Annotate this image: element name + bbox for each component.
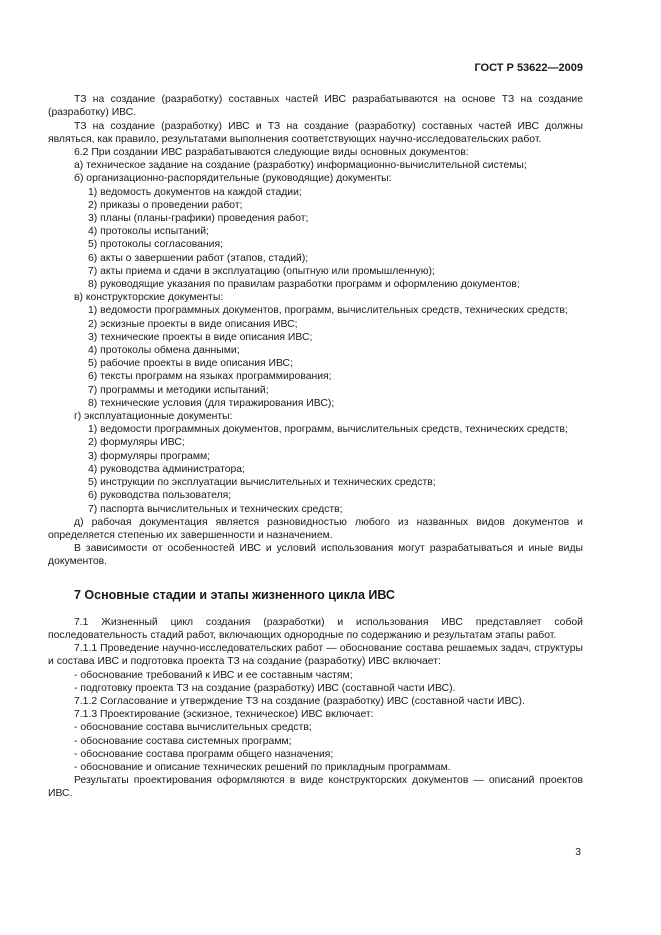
paragraph: Результаты проектирования оформляются в виде конструкторских документов — описаний проектов ИВС. bbox=[48, 775, 583, 800]
list-item: 1) ведомости программных документов, программ, вычислительных средств, технических средств; bbox=[88, 424, 568, 436]
list-item: 7) акты приема и сдачи в эксплуатацию (опытную или промышленную); bbox=[88, 265, 435, 277]
list-item: 3) формуляры программ; bbox=[88, 450, 210, 462]
paragraph: В зависимости от особенностей ИВС и условий использования могут разрабатываться и иные виды документов. bbox=[48, 543, 583, 568]
paragraph: 6.2 При создании ИВС разрабатываются следующие виды основных документов: bbox=[74, 147, 469, 159]
list-item: 4) протоколы испытаний; bbox=[88, 226, 209, 238]
list-item: 4) руководства администратора; bbox=[88, 463, 245, 475]
paragraph: ТЗ на создание (разработку) составных частей ИВС разрабатываются на основе ТЗ на создание (разработку) ИВС. bbox=[48, 94, 583, 119]
list-item: а) техническое задание на создание (разработку) информационно-вычислительной системы; bbox=[74, 160, 527, 172]
list-item: д) рабочая документация является разновидностью любого из названных видов документов и определяется степенью их завершенности и назначением. bbox=[48, 516, 583, 541]
list-item: 7) паспорта вычислительных и технических средств; bbox=[88, 503, 343, 515]
paragraph: 7.1.3 Проектирование (эскизное, техническое) ИВС включает: bbox=[74, 709, 374, 721]
list-item: б) организационно-распорядительные (руководящие) документы: bbox=[74, 173, 392, 185]
list-item: - подготовку проекта ТЗ на создание (разработку) ИВС (составной части ИВС). bbox=[74, 682, 456, 694]
list-item: 4) протоколы обмена данными; bbox=[88, 345, 240, 357]
list-item: 2) эскизные проекты в виде описания ИВС; bbox=[88, 318, 298, 330]
list-item: 8) технические условия (для тиражирования ИВС); bbox=[88, 397, 335, 409]
list-item: - обоснование требований к ИВС и ее составным частям; bbox=[74, 669, 353, 681]
list-item: 6) руководства пользователя; bbox=[88, 490, 232, 502]
list-item: - обоснование состава системных программ; bbox=[74, 735, 292, 747]
list-item: г) эксплуатационные документы: bbox=[74, 411, 233, 423]
standard-header: ГОСТ Р 53622—2009 bbox=[474, 62, 583, 74]
list-item: в) конструкторские документы: bbox=[74, 292, 224, 304]
list-item: 5) рабочие проекты в виде описания ИВС; bbox=[88, 358, 293, 370]
list-item: 3) планы (планы-графики) проведения работ; bbox=[88, 213, 309, 225]
list-item: 1) ведомости программных документов, программ, вычислительных средств, технических средств; bbox=[88, 305, 568, 317]
list-item: 6) тексты программ на языках программирования; bbox=[88, 371, 332, 383]
list-item: - обоснование состава вычислительных средств; bbox=[74, 722, 312, 734]
paragraph: 7.1.1 Проведение научно-исследовательских работ — обоснование состава решаемых задач, структуры и состава ИВС и подготовка проекта ТЗ на создание (разработку) ИВС включает: bbox=[48, 643, 583, 668]
list-item: - обоснование состава программ общего назначения; bbox=[74, 748, 334, 760]
paragraph: ТЗ на создание (разработку) ИВС и ТЗ на создание (разработку) составных частей ИВС должны являться, как правило, результатами выполнения соответствующих научно-исследовательских работ. bbox=[48, 120, 583, 145]
paragraph: 7.1 Жизненный цикл создания (разработки) и использования ИВС представляет собой последовательность стадий работ, включающих однородные по содержанию и результатам этапы работ. bbox=[48, 616, 583, 641]
list-item: 8) руководящие указания по правилам разработки программ и оформлению документов; bbox=[88, 279, 520, 291]
list-item: 3) технические проекты в виде описания ИВС; bbox=[88, 331, 313, 343]
list-item: 5) протоколы согласования; bbox=[88, 239, 223, 251]
section-heading: 7 Основные стадии и этапы жизненного цикла ИВС bbox=[74, 587, 395, 602]
list-item: 6) акты о завершении работ (этапов, стадий); bbox=[88, 252, 309, 264]
list-item: 7) программы и методики испытаний; bbox=[88, 384, 269, 396]
page-number: 3 bbox=[575, 847, 581, 858]
paragraph: 7.1.2 Согласование и утверждение ТЗ на создание (разработку) ИВС (составной части ИВС). bbox=[74, 695, 525, 707]
list-item: 2) формуляры ИВС; bbox=[88, 437, 185, 449]
list-item: 5) инструкции по эксплуатации вычислительных и технических средств; bbox=[88, 477, 436, 489]
list-item: - обоснование и описание технических решений по прикладным программам. bbox=[74, 761, 451, 773]
list-item: 1) ведомость документов на каждой стадии; bbox=[88, 186, 302, 198]
list-item: 2) приказы о проведении работ; bbox=[88, 199, 243, 211]
